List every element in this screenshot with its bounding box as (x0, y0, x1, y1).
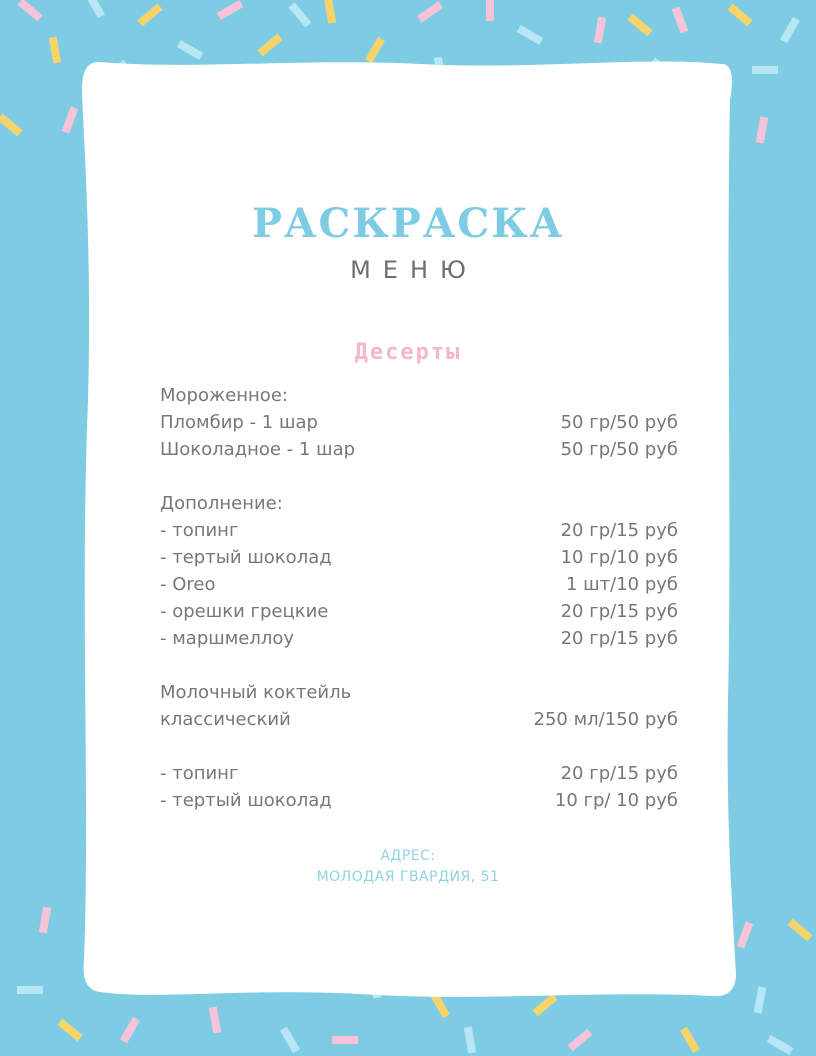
menu-item (160, 760, 678, 787)
item-name: - тертый шоколад (160, 790, 332, 811)
item-price: 20 гр/15 руб (560, 601, 678, 622)
section-title: Десерты (354, 340, 462, 365)
category-heading (160, 382, 678, 409)
menu-item (160, 787, 678, 814)
item-name: - Oreo (160, 574, 216, 595)
item-price: 50 гр/50 руб (560, 412, 678, 433)
menu-item (160, 706, 678, 733)
item-name: Шоколадное - 1 шар (160, 439, 356, 460)
menu-item (160, 625, 678, 652)
address-label: АДРЕС: (380, 848, 436, 864)
menu-item (160, 436, 678, 463)
item-price: 10 гр/10 руб (560, 547, 678, 568)
category-heading-label: Молочный коктейль (160, 682, 352, 703)
menu-item (160, 544, 678, 571)
menu-subtitle: МЕНЮ (350, 256, 478, 284)
item-price: 50 гр/50 руб (560, 439, 678, 460)
menu-item (160, 517, 678, 544)
address-block (0, 846, 816, 888)
item-name: - топинг (160, 763, 239, 784)
item-price: 1 шт/10 руб (566, 574, 678, 595)
item-name: - маршмеллоу (160, 628, 295, 649)
category-heading (160, 679, 678, 706)
category-heading-label: Мороженное: (160, 385, 288, 406)
item-price: 20 гр/15 руб (560, 628, 678, 649)
item-name: Пломбир - 1 шар (160, 412, 318, 433)
menu-item (160, 598, 678, 625)
item-name: - тертый шоколад (160, 547, 332, 568)
item-price: 20 гр/15 руб (560, 763, 678, 784)
item-name: - орешки грецкие (160, 601, 329, 622)
menu-item (160, 409, 678, 436)
item-price: 10 гр/ 10 руб (554, 790, 678, 811)
item-name: классический (160, 709, 291, 730)
menu-title: РАСКРАСКА (251, 200, 565, 247)
item-price: 250 мл/150 руб (533, 709, 678, 730)
category-heading-label: Дополнение: (160, 493, 283, 514)
menu-list (160, 382, 678, 814)
item-name: - топинг (160, 520, 239, 541)
item-price: 20 гр/15 руб (560, 520, 678, 541)
category-heading (160, 490, 678, 517)
address-value: МОЛОДАЯ ГВАРДИЯ, 51 (316, 869, 500, 885)
menu-item (160, 571, 678, 598)
